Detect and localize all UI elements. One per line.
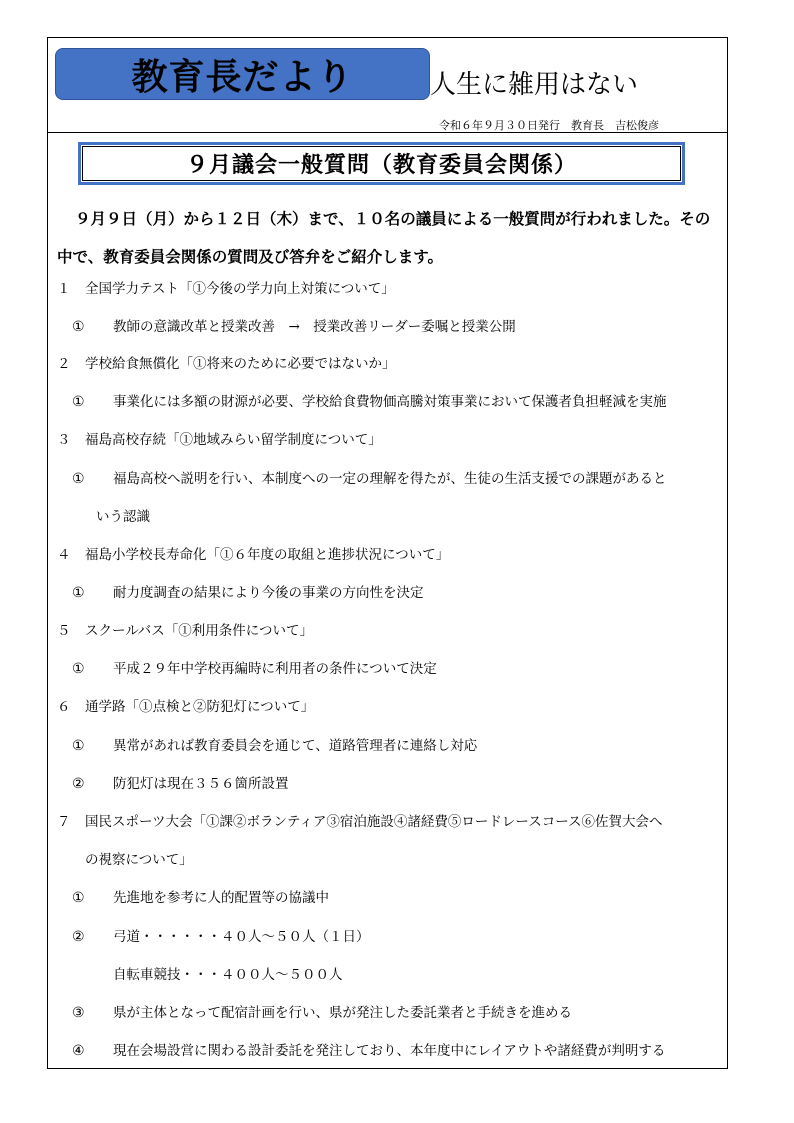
- topic-number: １: [57, 281, 71, 297]
- section-title: ９月議会一般質問（教育委員会関係）: [78, 142, 685, 185]
- topic-5: [57, 621, 313, 641]
- topic-number: ３: [57, 432, 71, 448]
- answer-text: 異常があれば教育委員会を通じて、道路管理者に連絡し対応: [113, 738, 478, 754]
- topic-3: [57, 430, 382, 450]
- answer-text: 弓道・・・・・・４０人～５０人（１日）: [113, 929, 370, 945]
- answer-text: 耐力度調査の結果により今後の事業の方向性を決定: [113, 585, 424, 601]
- topic-7: [57, 812, 663, 832]
- issue-date-line: 令和６年９月３０日発行 教育長 吉松俊彦: [439, 119, 659, 132]
- answer-text: 教師の意識改革と授業改善 → 授業改善リーダー委嘱と授業公開: [113, 319, 516, 335]
- answer-marker: ①: [72, 319, 85, 335]
- newsletter-title-banner: 教育長だより: [55, 48, 430, 100]
- answer-marker: ①: [72, 471, 85, 487]
- topic-number: ２: [57, 356, 71, 372]
- answer-text: 事業化には多額の財源が必要、学校給食費物価高騰対策事業において保護者負担軽減を実施: [113, 394, 667, 410]
- answer-marker: ④: [72, 1043, 85, 1059]
- topic-title: 国民スポーツ大会「①課②ボランティア③宿泊施設④諸経費⑤ロードレースコース⑥佐賀大会へ: [85, 814, 663, 830]
- answer-text: 福島高校へ説明を行い、本制度への一定の理解を得たが、生徒の生活支援での課題があると: [113, 471, 667, 487]
- answer-marker: ①: [72, 890, 85, 906]
- answer-marker: ①: [72, 585, 85, 601]
- answer-text: 現在会場設営に関わる設計委託を発注しており、本年度中にレイアウトや諸経費が判明する: [113, 1043, 666, 1059]
- topic-6: [57, 697, 314, 717]
- topic-4: [57, 545, 449, 565]
- answer-text: 平成２９年中学校再編時に利用者の条件について決定: [113, 661, 437, 677]
- topic-number: ７: [57, 814, 71, 830]
- topic-title-continuation: の視察について」: [85, 852, 193, 868]
- topic-number: ４: [57, 547, 71, 563]
- answer-text: 先進地を参考に人的配置等の協議中: [113, 890, 329, 906]
- answer-marker: ①: [72, 738, 85, 754]
- topic-title: スクールバス「①利用条件について」: [85, 623, 314, 639]
- answer-text-continuation: いう認識: [96, 509, 150, 525]
- topic-number: ６: [57, 699, 71, 715]
- topic-title: 学校給食無償化「①将来のために必要ではないか」: [85, 356, 396, 372]
- answer-text: 県が主体となって配宿計画を行い、県が発注した委託業者と手続きを進める: [113, 1005, 572, 1021]
- answer-marker: ②: [72, 776, 85, 792]
- topic-number: ５: [57, 623, 71, 639]
- topic-title: 通学路「①点検と②防犯灯について」: [85, 699, 315, 715]
- answer-marker: ①: [72, 394, 85, 410]
- newsletter-subtitle: 人生に雑用はない: [430, 70, 639, 100]
- topic-title: 福島高校存続「①地域みらい留学制度について」: [85, 432, 382, 448]
- topic-title: 全国学力テスト「①今後の学力向上対策について」: [85, 281, 395, 297]
- intro-paragraph: ９月９日（月）から１２日（木）まで、１０名の議員による一般質問が行われました。その中で、教育委員会関係の質問及び答弁をご紹介します。: [57, 209, 711, 266]
- topic-2: [57, 354, 396, 374]
- answer-marker: ③: [72, 1005, 85, 1021]
- answer-marker: ①: [72, 661, 85, 677]
- answer-text-continuation: 自転車競技・・・４００人～５００人: [113, 967, 343, 983]
- answer-text: 防犯灯は現在３５６箇所設置: [113, 776, 289, 792]
- topic-1: [57, 279, 395, 299]
- topic-title: 福島小学校長寿命化「①６年度の取組と進捗状況について」: [85, 547, 450, 563]
- answer-marker: ②: [72, 929, 85, 945]
